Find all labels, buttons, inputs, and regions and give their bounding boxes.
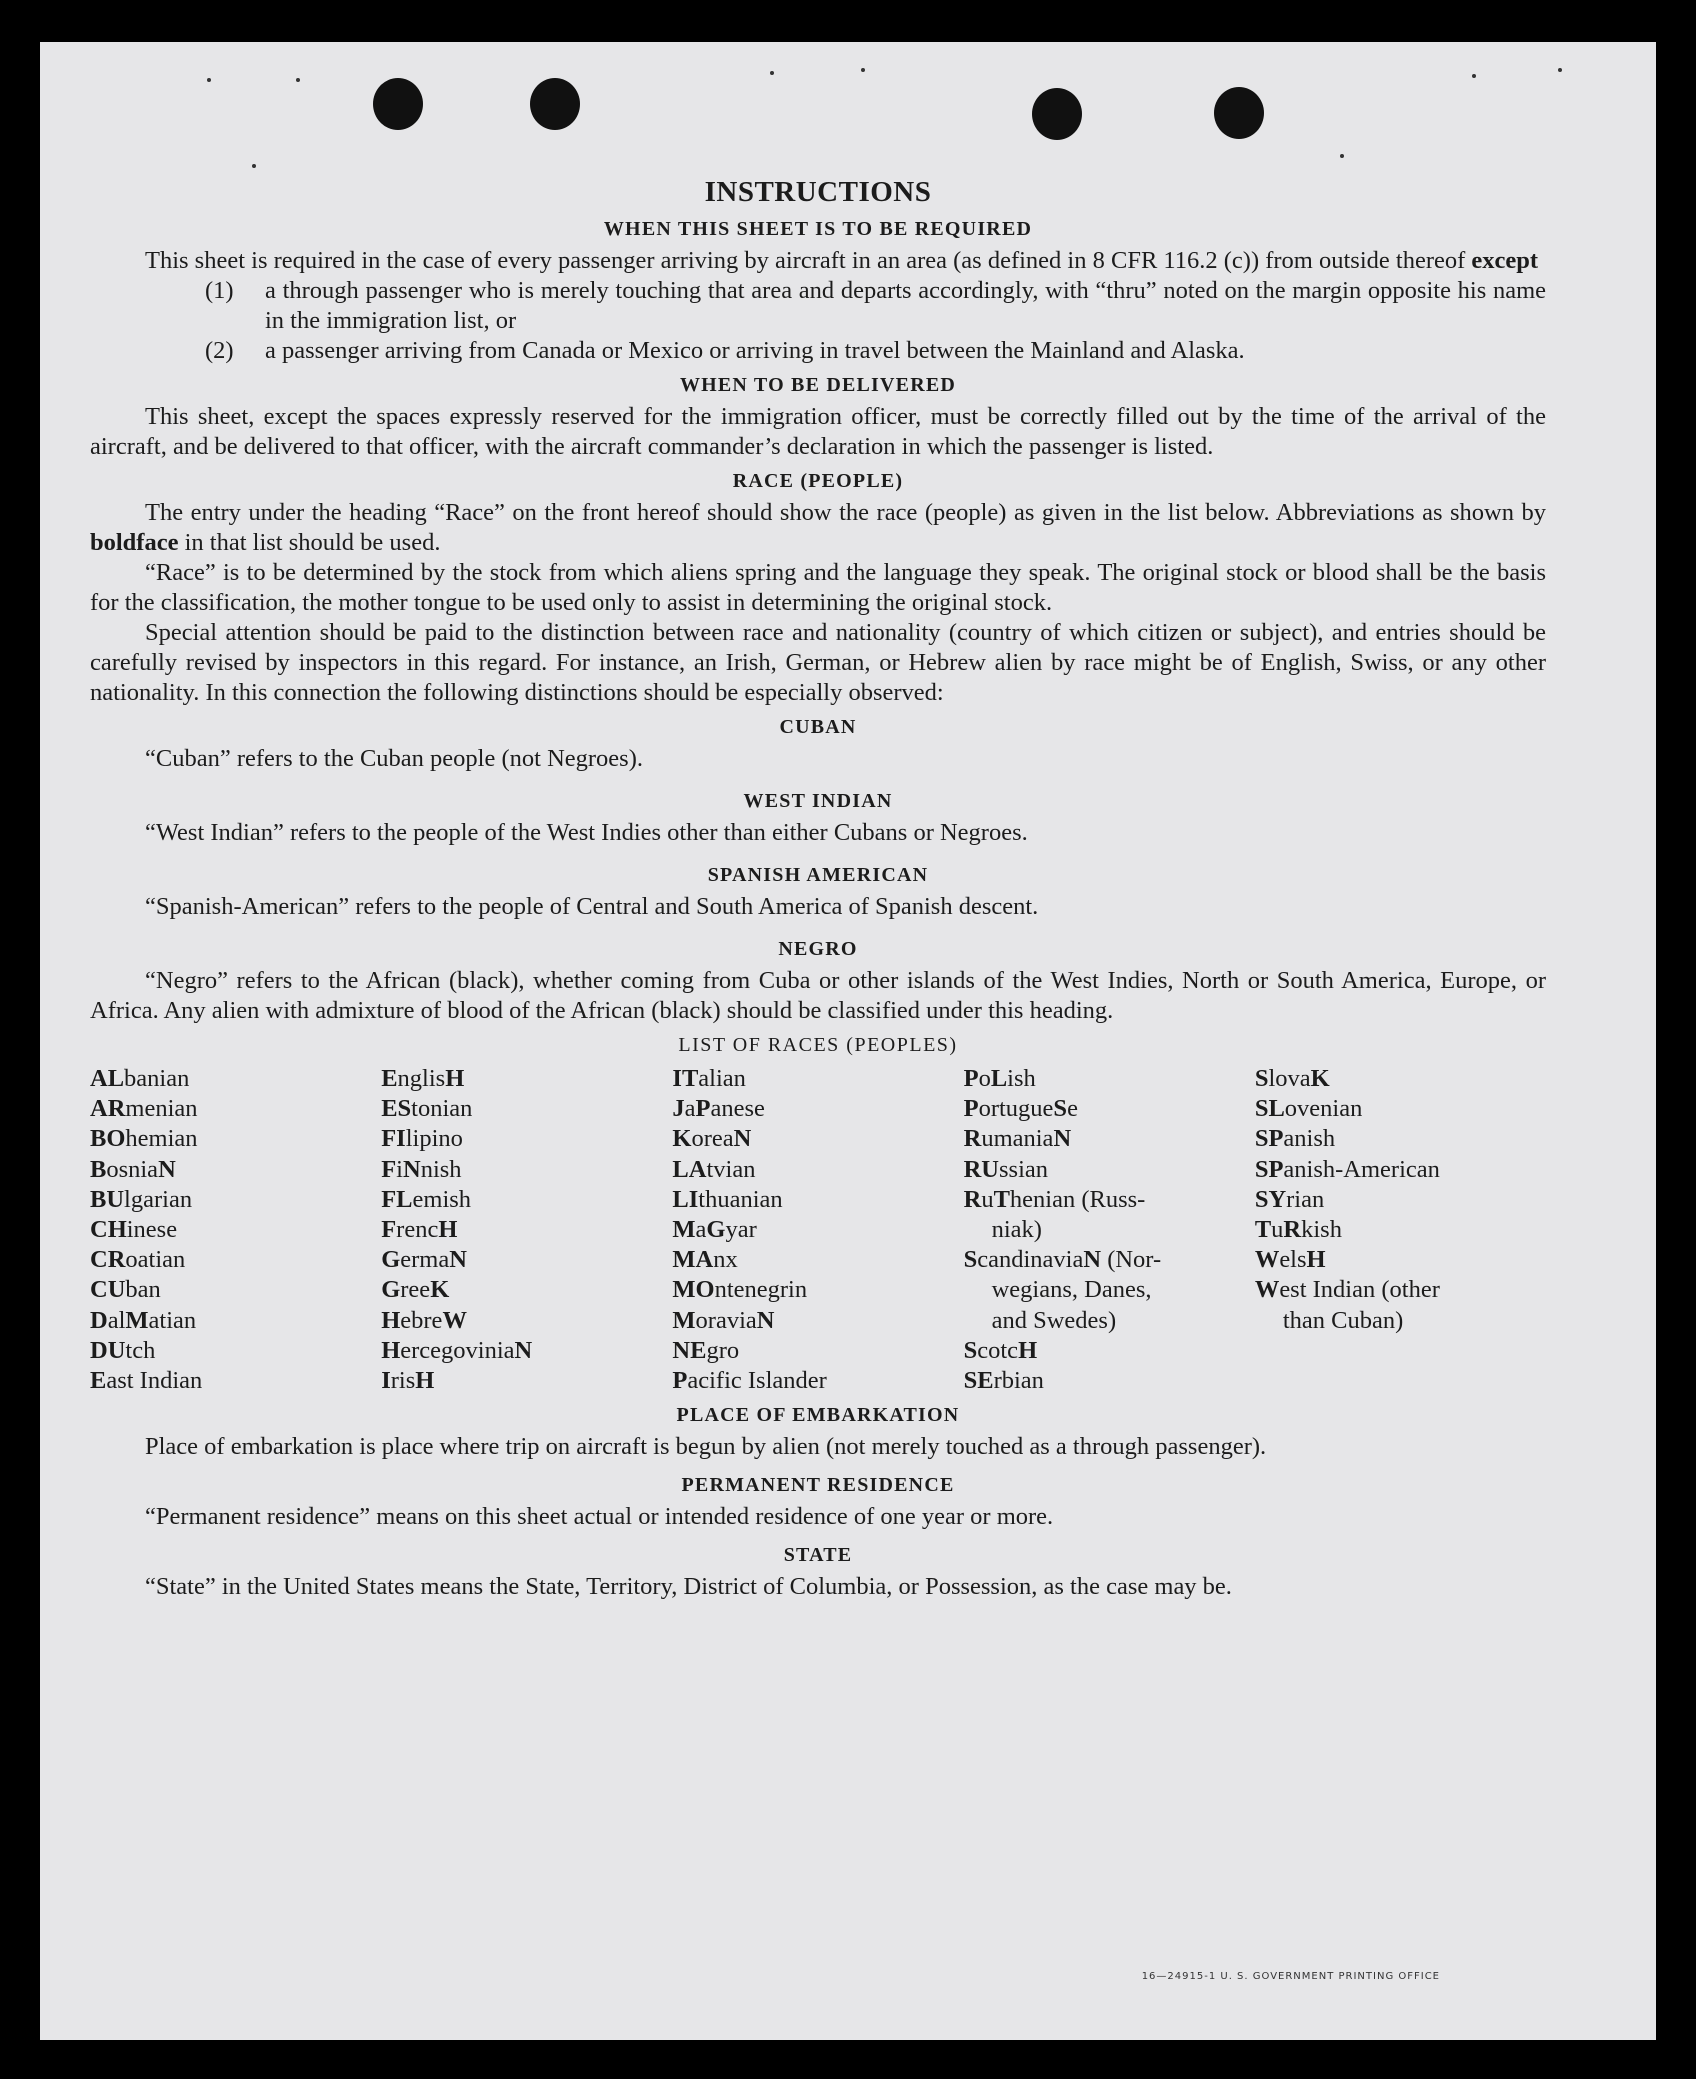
- paper-speck: [1340, 154, 1344, 158]
- paper-speck: [252, 164, 256, 168]
- paper-speck: [207, 78, 211, 82]
- race-entry: and Swedes): [991, 1306, 1117, 1334]
- race-entry: East Indian: [90, 1367, 203, 1395]
- race-entry: NEgro: [672, 1336, 740, 1364]
- race-entry: ScotcH: [963, 1336, 1038, 1364]
- state-text: “State” in the United States means the State, Territory, District of Columbia, or Possession, as the case may be.: [145, 1573, 1232, 1601]
- race-entry: FrencH: [381, 1216, 458, 1244]
- race-entry: HercegoviniaN: [381, 1336, 533, 1364]
- race-paragraph-2: “Race” is to be determined by the stock from which aliens spring and the language they speak. The original stock or blood shall be the basis for the classification, the mother tongue to be used only to assist in determining the original stock.: [90, 559, 1546, 616]
- race-entry: MAnx: [672, 1246, 738, 1274]
- race-entry: JaPanese: [672, 1095, 765, 1123]
- negro-text: “Negro” refers to the African (black), whether coming from Cuba or other islands of the West Indies, North or South America, Europe, or Africa. Any alien with admixture of blood of the African (black) should be classified under this heading.: [90, 967, 1546, 1024]
- paper-speck: [861, 68, 865, 72]
- race-entry: ARmenian: [90, 1095, 198, 1123]
- race-entry: than Cuban): [1282, 1306, 1404, 1334]
- race-paragraph-3: Special attention should be paid to the distinction between race and nationality (country of which citizen or subject), and entries should be carefully revised by inspectors in this regard. For instance, an Irish, German, or Hebrew alien by race might be of English, Swiss, or any other nationality. In this connection the following distinctions should be especially observed:: [90, 619, 1546, 706]
- race-entry: CHinese: [90, 1216, 178, 1244]
- race-entry: FIlipino: [381, 1125, 463, 1153]
- exception-number: (2): [205, 337, 234, 364]
- race-entry: SLovenian: [1254, 1095, 1363, 1123]
- race-entry: Pacific Islander: [672, 1367, 827, 1395]
- race-entry: DalMatian: [90, 1306, 197, 1334]
- punch-hole: [530, 78, 580, 130]
- section-heading-residence: PERMANENT RESIDENCE: [681, 1474, 955, 1497]
- race-entry: SPanish: [1254, 1125, 1336, 1153]
- race-entry: RuThenian (Russ-: [963, 1185, 1146, 1213]
- section-heading-required: WHEN THIS SHEET IS TO BE REQUIRED: [603, 218, 1033, 240]
- race-entry: ITalian: [672, 1065, 746, 1092]
- race-entry: RUssian: [963, 1155, 1048, 1183]
- race-entry: LAtvian: [672, 1155, 756, 1183]
- race-column: [672, 1064, 963, 1396]
- required-intro: This sheet is required in the case of every passenger arriving by aircraft in an area (as defined in 8 CFR 116.2 (c)) from outside thereof except: [145, 247, 1539, 274]
- race-entry: EnglisH: [381, 1065, 465, 1092]
- race-entry: WelsH: [1254, 1246, 1326, 1274]
- race-entry: DUtch: [90, 1336, 156, 1364]
- race-entry: niak): [991, 1216, 1042, 1244]
- section-heading-race-list: LIST OF RACES (PEOPLES): [678, 1034, 958, 1056]
- instructions-body: [90, 174, 1546, 1602]
- race-entry: IrisH: [381, 1367, 435, 1395]
- section-heading-west-indian: WEST INDIAN: [743, 790, 893, 812]
- exception-item: [90, 336, 1546, 366]
- race-paragraph-1: The entry under the heading “Race” on the front hereof should show the race (people) as given in the list below. Abbreviations as shown by boldface in that list should be used.: [90, 499, 1546, 556]
- race-entry: SPanish-American: [1254, 1155, 1440, 1183]
- race-entry: CUban: [90, 1276, 161, 1304]
- race-entry: HebreW: [381, 1306, 467, 1334]
- embarkation-text: Place of embarkation is place where trip on aircraft is begun by alien (not merely touched as a through passenger).: [145, 1433, 1267, 1461]
- race-entry: TuRkish: [1254, 1216, 1342, 1244]
- race-entry: PoLish: [963, 1065, 1036, 1092]
- race-entry: MOntenegrin: [672, 1276, 808, 1304]
- race-entry: ALbanian: [90, 1065, 190, 1092]
- race-entry: MoraviaN: [672, 1306, 775, 1334]
- race-entry: West Indian (other: [1254, 1276, 1440, 1304]
- section-heading-cuban: CUBAN: [779, 716, 857, 738]
- race-entry: FiNnish: [381, 1155, 462, 1183]
- race-column: [381, 1064, 672, 1396]
- race-list: [90, 1064, 1546, 1396]
- race-entry: SlovaK: [1254, 1065, 1330, 1092]
- section-heading-spanish-american: SPANISH AMERICAN: [707, 864, 929, 886]
- exception-text: a passenger arriving from Canada or Mexico or arriving in travel between the Mainland and Alaska.: [265, 337, 1245, 364]
- race-entry: GreeK: [381, 1276, 450, 1304]
- race-entry: CRoatian: [90, 1246, 186, 1274]
- section-heading-race: RACE (PEOPLE): [732, 470, 904, 492]
- section-heading-delivered: WHEN TO BE DELIVERED: [679, 374, 957, 396]
- race-entry: FLemish: [381, 1185, 472, 1213]
- race-entry: KoreaN: [672, 1125, 752, 1153]
- race-entry: PortugueSe: [963, 1095, 1078, 1123]
- race-entry: ScandinaviaN (Nor-: [963, 1246, 1162, 1274]
- race-column: [964, 1064, 1255, 1396]
- punch-hole: [373, 78, 423, 130]
- cuban-text: “Cuban” refers to the Cuban people (not Negroes).: [145, 745, 643, 772]
- exception-text: a through passenger who is merely touching that area and departs accordingly, with “thru” noted on the margin opposite his name in the immigration list, or: [265, 277, 1546, 334]
- race-entry: BUlgarian: [90, 1185, 193, 1213]
- race-entry: BosniaN: [90, 1155, 176, 1183]
- residence-text: “Permanent residence” means on this sheet actual or intended residence of one year or more.: [145, 1503, 1054, 1531]
- section-heading-negro: NEGRO: [778, 938, 858, 960]
- delivered-text: This sheet, except the spaces expressly reserved for the immigration officer, must be correctly filled out by the time of the arrival of the aircraft, and be delivered to that officer, with the aircraft commander’s declaration in which the passenger is listed.: [90, 403, 1546, 460]
- race-entry: BOhemian: [90, 1125, 198, 1153]
- exception-item: [90, 276, 1546, 336]
- paper-speck: [1558, 68, 1562, 72]
- race-column: [90, 1064, 381, 1396]
- race-entry: EStonian: [381, 1095, 473, 1123]
- document-sheet: [40, 42, 1656, 2040]
- paper-speck: [296, 78, 300, 82]
- section-heading-embarkation: PLACE OF EMBARKATION: [676, 1404, 960, 1427]
- punch-hole: [1214, 87, 1264, 139]
- race-entry: MaGyar: [672, 1216, 757, 1244]
- printer-imprint: 16—24915-1 U. S. GOVERNMENT PRINTING OFFICE: [1141, 1971, 1440, 1982]
- race-entry: GermaN: [381, 1246, 467, 1274]
- race-entry: LIthuanian: [672, 1185, 783, 1213]
- exception-number: (1): [205, 277, 234, 304]
- page-title: INSTRUCTIONS: [704, 176, 932, 208]
- paper-speck: [1472, 74, 1476, 78]
- west-indian-text: “West Indian” refers to the people of the West Indies other than either Cubans or Negroes.: [145, 819, 1028, 846]
- race-column: [1255, 1064, 1546, 1396]
- race-entry: SErbian: [963, 1367, 1044, 1395]
- race-entry: wegians, Danes,: [991, 1276, 1152, 1304]
- spanish-american-text: “Spanish-American” refers to the people of Central and South America of Spanish descent.: [145, 893, 1039, 920]
- race-entry: RumaniaN: [963, 1125, 1072, 1153]
- punch-hole: [1032, 88, 1082, 140]
- section-heading-state: STATE: [783, 1544, 853, 1567]
- race-entry: SYrian: [1254, 1185, 1325, 1213]
- paper-speck: [770, 71, 774, 75]
